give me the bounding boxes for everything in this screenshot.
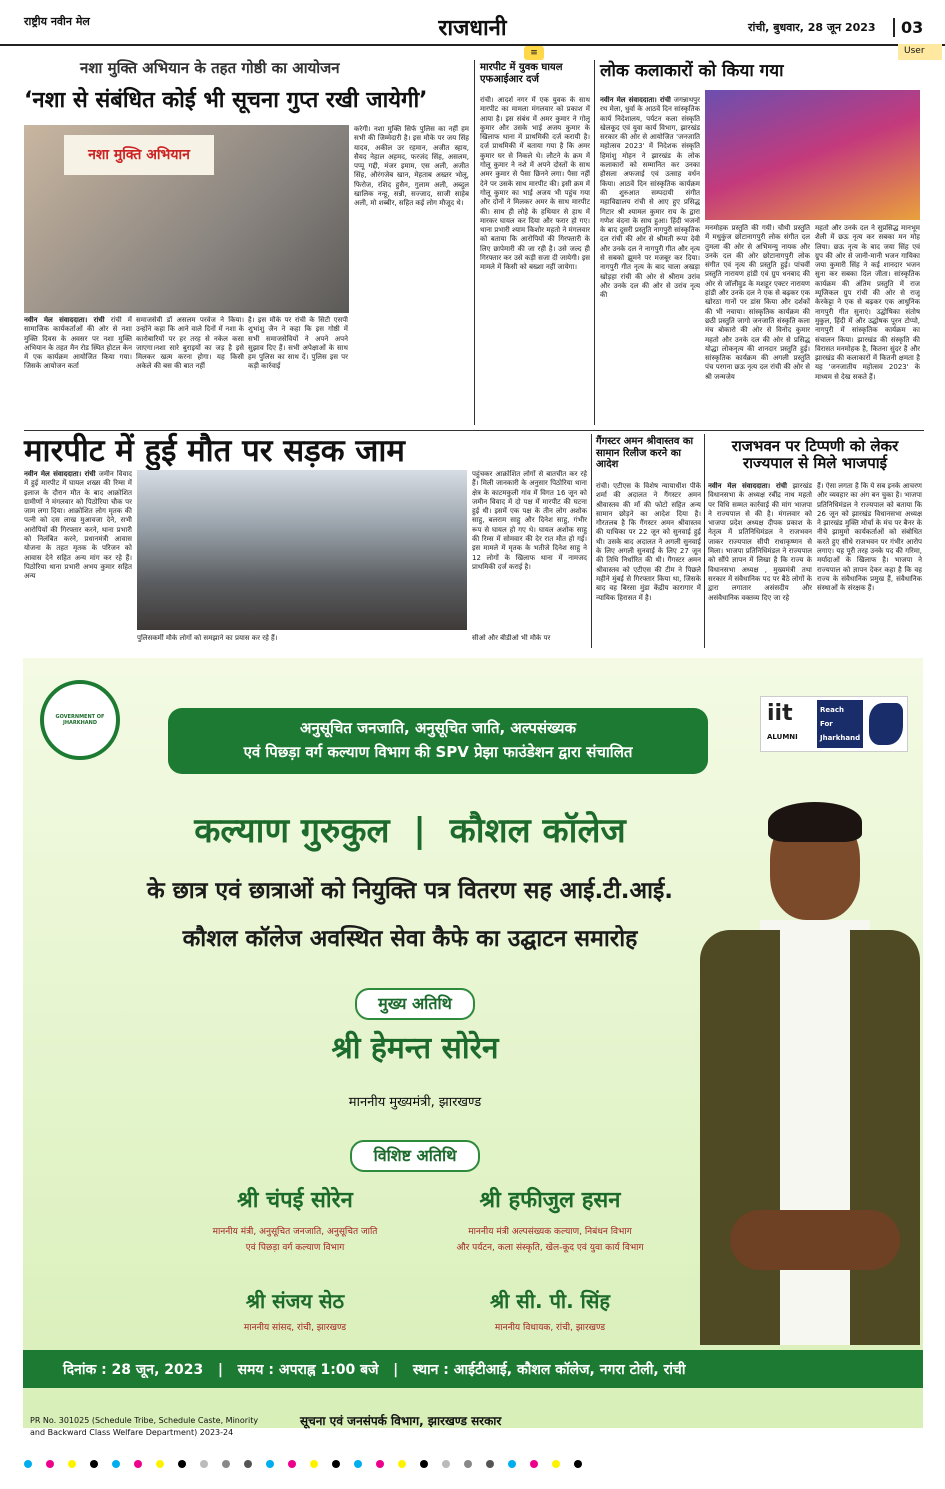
- emblem-text: GOVERNMENT OF JHARKHAND: [55, 714, 105, 726]
- story4-body-col2-end: सीओ और बीडीओ भी मौके पर: [472, 634, 551, 642]
- guest3-title: माननीय सांसद, रांची, झारखण्ड: [243, 1323, 347, 1333]
- event-subtitle-line2: कौशल कॉलेज अवस्थित सेवा कैफे का उद्घाटन समारोह: [182, 926, 638, 952]
- column-rule: [594, 60, 595, 425]
- story1-kicker: नशा मुक्ति अभियान के तहत गोष्ठी का आयोजन: [80, 59, 340, 77]
- pr-number-line1: PR No. 301025 (Schedule Tribe, Schedule Caste, Minority: [30, 1416, 259, 1425]
- guest1-title-line1: माननीय मंत्री, अनुसूचित जनजाति, अनुसूचित जाति: [212, 1227, 378, 1237]
- event-details-bar: [23, 1350, 923, 1388]
- section-title: राजधानी: [438, 16, 507, 41]
- story3-photo: [705, 90, 920, 220]
- jharkhand-emblem: [40, 680, 120, 760]
- story3-body-col2: मनमोहक प्रस्तुति की गयी। चौथी प्रस्तुति में मधुकुंज छोटानागपुरी लोक संगीत दल तुमला की ओर से अभिमन्यु नायक और उनके दल की ओर छोटानागपुरी लोक संगीत एवं नृत्य की प्रस्तुति हुई। पांचवीं प्रस्तुति नारायण हांडी एवं ग्रुप धनबाद की ओर से जॉलीवुड के मशहूर एक्टर नारायण हांडी और उनके दल ने एक से बढ़कर एक खोरठा गानों पर डांस किया और दर्शकों की भी नचाया। सांस्कृतिक कार्यक्रम की छठी प्रस्तुति जागो जनजाति संस्कृति कला मंच बोकारो की ओर से विनोद कुमार महतो और उनके दल की ओर से प्रसिद्ध योद्धा लोकनृत्य की शानदार प्रस्तुति हुई। सांस्कृतिक कार्यक्रम की अगली प्रस्तुति पंच परगना छऊ नृत्य दल रांची की ओर से श्री जन्मजेय: [705, 224, 810, 381]
- chief-guest-label: मुख्य अतिथि: [355, 988, 475, 1020]
- story1-body-col1: नवीन मेल संवाददाता। रांची रांची में सामाजिक कार्यकर्ताओं की ओर से नशा मुक्ति दिवस के अवसर पर नशा मुक्ति अभियान के तहत मैन रोड स्थित होटल केन में एक कार्यक्रम आयोजित किया गया। जिसके आयोजन कर्ता: [24, 316, 132, 371]
- story6-headline: राजभवन पर टिप्पणी को लेकर राज्यपाल से मिले भाजपाई: [731, 437, 899, 473]
- user-badge[interactable]: User: [898, 44, 942, 60]
- story3-headline: लोक कलाकारों को किया गया: [600, 61, 784, 81]
- chief-guest-title: माननीय मुख्यमंत्री, झारखण्ड: [348, 1095, 482, 1110]
- story3-body-col1: नवीन मेल संवाददाता। रांची जगन्नाथपुर रथ मेला, धुर्वा के आठवें दिन सांस्कृतिक कार्य निदेशालय, पर्यटन कला संस्कृति खेलकूद एवं युवा कार्य विभाग, झारखंड सरकार की ओर से आयोजित 'जनजाति महोत्सव 2023' में निदेशक संस्कृति हिमांशु मोहन ने झारखंड के लोक कलाकारों को सम्मानित कर उनका हौसला अफजाई एवं उत्साह वर्धन किया। आठवें दिन सांस्कृतिक कार्यक्रम की शुरुआत सम्पदायी संगीत महाविद्यालय रांची से आए हुए प्रसिद्ध गिटार श्री श्यामल कुमार राय के द्वारा गणेश वंदना के साथ हुआ। हिंदी भजनों के बाद दूसरी प्रस्तुति नागपुरी सांस्कृतिक दल रांची की ओर से श्रीमती रूपा देवी और उनके दल ने नागपुरी गीत और नृत्य से सबको झूमने पर मजबूर कर दिया। नागपुरी गीत नृत्य के बाद चाला अखड़ा खोड़हा रांची की ओर से श्रीराम उरांव और उनके दल की ओर से उरांव नृत्य की: [600, 96, 700, 300]
- ribbon-line2: एवं पिछड़ा वर्ग कल्याण विभाग की SPV प्रेझा फाउंडेशन द्वारा संचालित: [243, 743, 633, 761]
- story2-body: रांची। आदर्श नगर में एक युवक के साथ मारपीट का मामला मंगलवार को प्रकाश में आया है। इस संबंध में अमर कुमार ने गोलू कुमार और उसके भाई अजय कुमार के खिलाफ थाना में प्राथमिकी दर्ज करायी है। दर्ज प्राथमिकी में बताया गया है कि अमर कुमार घर से निकले थे। लौटने के क्रम में गोलू कुमार ने नशे में अपने दोस्तों के साथ अमर कुमार से पैसा छिनने लगा। पैसा नहीं देने पर उसके साथ मारपीट की। इसी क्रम में गोलू कुमार का भाई अजय भी पहुंच गया और दोनों ने मिलकर अमर के साथ मारपीट की। साथ ही लोहे के हथियार से हाथ में मारकर घायल कर दिया और फरार हो गए। थाना प्रभारी श्याम किशोर महतो ने मंगलवार को बताया कि आरोपियों की गिरफ्तारी के लिए छापेमारी की जा रही है। उसे जल्द ही गिरफ्तार कर उसे कड़ी सजा दी जायेगी। इस मामले में किसी को बख्शा नहीं जायेगा।: [480, 96, 590, 272]
- story1-body-col4: करेगी। नशा मुक्ति सिर्फ पुलिस का नहीं हम सभी की जिम्मेदारी है। इस मौके पर जय सिंह यादव, अकील उर रहमान, अजीत स्हाय, सैयद नेहाल अहमद, फरजंद सिंह, असलम, पप्पू गद्दी, मंजर इमाम, एस अली, अजीत सिंह, औरंगजेब खान, मेहताब अख्तर भोलू, फिरोज, रशिद हुसैन, गुलाम अली, अब्दुल खालिक नन्हू, सन्नी, सज्जाद, साजी साहेब अली, मो शब्बीर, सहित कई लोग मौजूद थे।: [354, 125, 469, 208]
- story6-body-col1: नवीन मेल संवाददाता। रांची झारखंड विधानसभा के अध्यक्ष रबींद्र नाथ महतो पर विधि सम्मत कार्रवाई की मांग भाजपा ने राज्यपाल से की है। मंगलवार को भाजपा प्रदेश अध्यक्ष दीपक प्रकाश के नेतृत्व में प्रतिनिधिमंडल ने राजभवन जाकर राज्यपाल सीपी राधाकृष्णन से मिला। भाजपा प्रतिनिधिमंडल ने राज्यपाल को सौंपे ज्ञापन में लिखा है कि राज्य के विधानसभा अध्यक्ष , मुख्यमंत्री तथा सरकार में संवैधानिक पद पर बैठे लोगों के द्वारा लगातार असंसदीय और असंवैधानिक वक्तव्य दिए जा रहे: [708, 482, 812, 602]
- story3-caption: नवीन मेल संवाददाता। रांची: [600, 96, 671, 104]
- story4-caption: नवीन मेल संवाददाता। रांची: [24, 470, 96, 478]
- department-ribbon: [168, 708, 708, 774]
- story4-photo-caption: पुलिसकर्मी मौके लोगों को समझाने का प्रयास कर रहे हैं।: [137, 634, 278, 642]
- portrait-jacket-left: [700, 930, 780, 1345]
- guest2-title-line2: और पर्यटन, कला संस्कृति, खेल-कूद एवं युवा कार्य विभाग: [456, 1243, 644, 1253]
- story4-body-col1: नवीन मेल संवाददाता। रांची जमीन विवाद में हुई मारपीट में घायल शख्स की रिम्स में इलाज के दौरान मौत के बाद आक्रोशित ग्रामीणों ने मंगलवार को पिठोरिया चौक पर जाम लगा दिया। आक्रोशित लोग मृतक की पत्नी को दस लाख मुआवजा देने, सभी आरोपियों की गिरफ्तार करने, थाना प्रभारी को निलंबित करने, प्रधानमंत्री आवास योजना के तहत मृतक के परिजन को आवास देने सहित अन्य मांग कर रहे हैं। पिठोरिया थाना प्रभारी अभय कुमार सहित अन्य: [24, 470, 132, 581]
- guest3-name: श्री संजय सेठ: [245, 1289, 345, 1313]
- story3-body-col3: महतो और उनके दल ने सुप्रसिद्ध मानभूम शैली में छऊ नृत्य कर सबका मन मोह लिया। छऊ नृत्य के बाद जया सिंह एवं ग्रुप की ओर से जानी-मानी भजन गायिका जया कुमारी सिंह ने कई शानदार भजन सुना कर सबका दिल जीता। सांस्कृतिक कार्यक्रम की अंतिम प्रस्तुति में राज म्यूजिकल ग्रुप रांची की ओर से राजू केरकेट्टा ने एक से बढ़कर एक आधुनिक नागपुरी गीत सुनाएं। उद्घोषिका संतोष मुकुल, हिंदी में और उद्घोषक पूरन टोप्पो, नागपुरी में सांस्कृतिक कार्यक्रम का संचालन किया। झारखंड की संस्कृति की विरासत मनमोहक है, कितना सुंदर है और झारखंड की कलाकारों में कितनी क्षमता है यह 'जनजातीय महोत्सव 2023' के माध्यम से देख सकते हैं।: [815, 224, 920, 381]
- story1-headline: ‘नशा से संबंधित कोई भी सूचना गुप्त रखी जायेगी’: [24, 88, 428, 113]
- iit-alumni-text: ALUMNI: [767, 733, 798, 741]
- story4-headline: मारपीट में हुई मौत पर सड़क जाम: [24, 433, 405, 469]
- story6-body-col2: हैं। ऐसा लगता है कि ये सब इनके आचरण और व्यवहार का अंग बन चुका है। भाजपा प्रतिनिधिमंडल ने राज्यपाल को बताया कि 26 जून को झारखंड विधानसभा अध्यक्ष ने झारखंड मुक्ति मोर्चा के मंच पर बैनर के नीचे झामुमो कार्यकर्ताओं को संबोधित करते हुए सीधे राजभवन पर गंभीर आरोप लगाए। यह पूरी तरह उनके पद की गरिमा, मर्यादाओं के खिलाफ है। भाजपा ने राज्यपाल को ज्ञापन देकर कहा है कि वह राज्य के संवैधानिक प्रमुख हैं, संवैधानिक संस्थाओं के संरक्षक हैं।: [817, 482, 922, 593]
- portrait-hands: [730, 1210, 900, 1270]
- story5-body: रांची। एटीएस के विशेष न्यायाधीश पीके शर्मा की अदालत ने गैंगस्टर अमन श्रीवास्तव की माँ की फोटो सहित अन्य सामान छोड़ने का आदेश दिया है। गौरतलब है कि गैंगस्टर अमन श्रीवास्तव की याचिका पर 22 जून को सुनवाई हुई थी। उसके बाद अदालत ने अगली सुनवाई के लिए अगली सुनवाई के लिए 27 जून की तिथि निर्धारित की थी। गैंगस्टर अमन श्रीवास्तव को एटीएस की टीम ने पिछले महीने मुंबई से गिरफ्तार किया था, जिसके बाद वह बिरसा मुंडा केंद्रीय कारागार में न्यायिक हिरासत में है।: [596, 482, 701, 602]
- page-number: 03: [893, 18, 923, 37]
- special-guest-label: विशिष्ट अतिथि: [350, 1140, 480, 1172]
- event-title-left: कल्याण गुरुकुल: [194, 811, 390, 851]
- story5-headline: गैंगस्टर अमन श्रीवास्तव का सामान रिलीज करने का आदेश: [596, 436, 694, 470]
- pr-number-line2: and Backward Class Welfare Department) 2023-24: [30, 1428, 234, 1437]
- horizontal-divider: [24, 430, 924, 431]
- jharkhand-map-icon: [869, 703, 903, 745]
- guest4-name: श्री सी. पी. सिंह: [490, 1289, 610, 1313]
- iit-alumni-logo: [760, 696, 908, 752]
- column-rule: [591, 434, 592, 648]
- guest2-name: श्री हफीजुल हसन: [479, 1188, 621, 1213]
- guest1-name: श्री चंपई सोरेन: [237, 1188, 353, 1213]
- portrait-hair: [768, 802, 862, 842]
- event-title-right: कौशल कॉलेज: [449, 811, 626, 851]
- event-subtitle-line1: के छात्र एवं छात्राओं को नियुक्ति पत्र वितरण सह आई.टी.आई.: [146, 878, 674, 904]
- newspaper-brand: राष्ट्रीय नवीन मेल: [24, 15, 90, 28]
- column-rule: [704, 434, 705, 648]
- guest2-title-line1: माननीय मंत्री अल्पसंख्यक कल्याण, निबंधन विभाग: [468, 1227, 632, 1237]
- dateline: रांची, बुधवार, 28 जून 2023: [748, 21, 876, 34]
- column-rule: [474, 60, 475, 425]
- portrait-jacket-right: [850, 930, 920, 1345]
- story6-caption: नवीन मेल संवाददाता। रांची: [708, 482, 787, 490]
- photo-banner: नशा मुक्ति अभियान: [64, 135, 214, 175]
- story2-headline: मारपीट में युवक घायल एफआईआर दर्ज: [480, 62, 563, 85]
- print-registration-marks: [24, 1458, 922, 1470]
- iit-text: iit: [767, 701, 793, 726]
- chief-guest-name: श्री हेमन्त सोरेन: [331, 1031, 499, 1066]
- guest1-title-line2: एवं पिछड़ा वर्ग कल्याण विभाग: [245, 1243, 345, 1253]
- event-title: [120, 812, 700, 851]
- chief-minister-portrait: [690, 800, 920, 1345]
- story4-photo: [137, 470, 467, 630]
- issuer: सूचना एवं जनसंपर्क विभाग, झारखण्ड सरकार: [300, 1414, 502, 1428]
- story4-body-col2: पहुंचकर आक्रोशित लोगों से बातचीत कर रहे हैं। मिली जानकारी के अनुसार पिठोरिया थाना क्षेत्र के काटमकुली गांव में विगत 16 जून को जमीन विवाद में दो पक्ष में मारपीट की घटना हुई थी। इसमें एक पक्ष के तीन लोग अशोक साहु, बलराम साहु और दिनेश साहु, गंभीर रूप से घायल हो गए थे। घायल अशोक साहु की रिम्स में सोमवार की देर रात मौत हो गई। इस मामले में मृतक के भतीजे दिनेश साहु ने 12 लोगों के खिलाफ थाना में नामजद प्राथमिकी दर्ज कराई है।: [472, 470, 587, 571]
- note-icon[interactable]: ≡: [524, 46, 544, 60]
- reach-for-jharkhand-box: Reach For Jharkhand: [817, 700, 863, 748]
- story1-caption: नवीन मेल संवाददाता। रांची: [24, 316, 105, 324]
- ribbon-line1: अनुसूचित जनजाति, अनुसूचित जाति, अल्पसंख्यक: [300, 719, 576, 737]
- story1-body-col3: है। इस मौके पर रांची के सिटी एसपी शुभांशु जैन ने कहा कि इस गोष्ठी में सभी समाजसेवियों ने अपने अपने सुझाव दिए हैं। सभी अपेक्षाओं के साथ हम पुलिस का साथ दें। पुलिस इस पर कड़ी कार्रवाई: [248, 316, 348, 371]
- story1-body-col2: समाजसेवी डॉ असलम परवेज ने किया। उन्होंने कहा कि आने वाले दिनों में नशा के कारोबारियों पर हर तरह से नकेल कसा जाएगा।नशा सारे बुराइयों का जड़ है इसे मिलकर खत्म करना होगा। यह किसी अकेले की बस की बात नहीं: [136, 316, 244, 371]
- event-details: दिनांक : 28 जून, 2023 | समय : अपराह्न 1:00 बजे | स्थान : आईटीआई, कौशल कॉलेज, नगरा टोली, रांची: [63, 1362, 686, 1378]
- story1-photo: [24, 125, 349, 313]
- event-title-separator: |: [413, 811, 426, 851]
- guest4-title: माननीय विधायक, रांची, झारखण्ड: [494, 1323, 606, 1333]
